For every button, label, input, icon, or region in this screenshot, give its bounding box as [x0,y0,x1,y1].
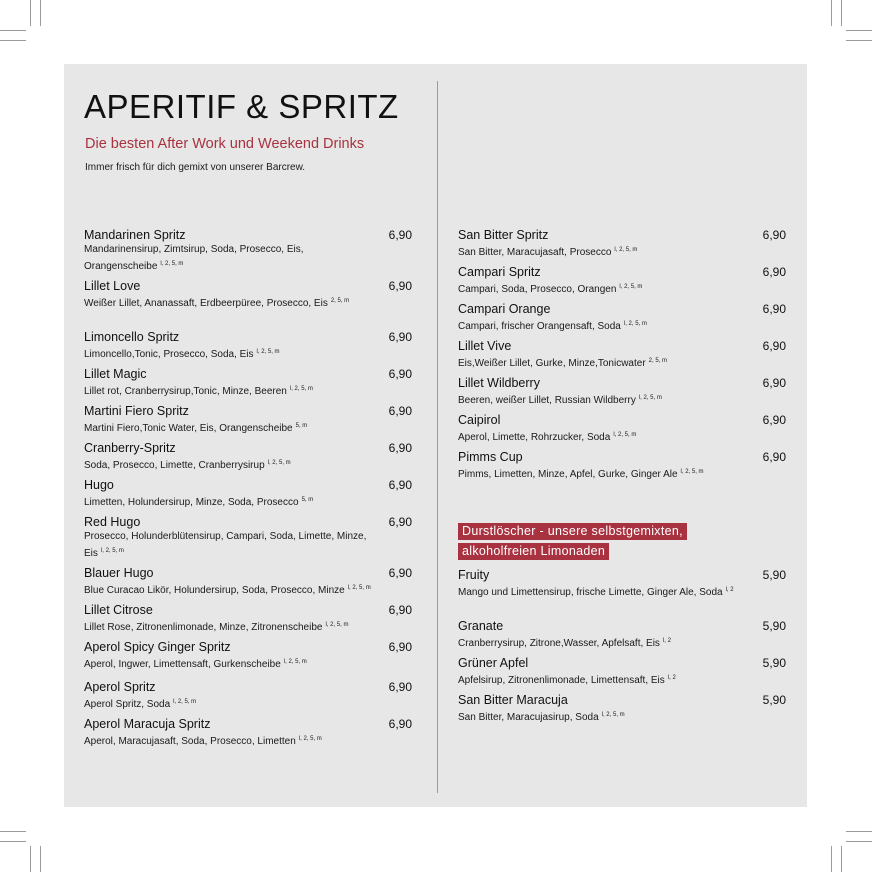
drink-description [458,634,748,651]
drink-name: Cranberry-Spritz [84,441,176,455]
ingredients: Mango und Limettensirup, frische Limette, Ginger Ale, Soda [458,587,723,598]
crop-mark [831,846,832,872]
drink-description [458,243,748,260]
drink-description [84,294,374,311]
ingredients: Aperol Spritz, Soda [84,699,171,710]
ingredients: Limetten, Holundersirup, Minze, Soda, Prosecco [84,497,299,508]
ingredients: Campari, Soda, Prosecco, Orangen [458,284,617,295]
ingredients: Prosecco, Holunderblütensirup, Campari, Soda, Limette, Minze, Eis [84,531,367,559]
drink-description [458,583,748,600]
menu-item [458,568,786,600]
drink-description [84,243,374,274]
drink-description [84,530,374,561]
drink-price: 6,90 [388,515,412,529]
menu-item [84,330,412,362]
ingredients: Soda, Prosecco, Limette, Cranberrysirup [84,460,265,471]
drink-name: Mandarinen Spritz [84,228,186,242]
drink-name: Pimms Cup [458,450,523,464]
drink-price: 5,90 [762,693,786,707]
allergen-codes: l, 2 [662,638,671,644]
drink-price: 6,90 [762,376,786,390]
banner-line: Durstlöscher - unsere selbstgemixten, [458,523,687,540]
ingredients: Limoncello,Tonic, Prosecco, Soda, Eis [84,349,254,360]
menu-item [84,228,412,274]
drink-name: Aperol Spicy Ginger Spritz [84,640,231,654]
ingredients: Blue Curacao Likör, Holundersirup, Soda, Prosecco, Minze [84,585,345,596]
allergen-codes: l, 2, 5, m [100,548,124,554]
drink-name: Caipirol [458,413,501,427]
drink-name: Lillet Vive [458,339,512,353]
drink-description [458,317,748,334]
menu-item [84,603,412,635]
crop-mark [831,0,832,26]
drink-price: 6,90 [762,228,786,242]
menu-item [84,717,412,749]
drink-price: 6,90 [762,265,786,279]
allergen-codes: 2, 5, m [330,298,350,304]
menu-item [458,656,786,688]
allergen-codes: l, 2, 5, m [601,712,625,718]
menu-item [84,367,412,399]
ingredients: Beeren, weißer Lillet, Russian Wildberry [458,395,636,406]
crop-mark [0,841,26,842]
allergen-codes: l, 2, 5, m [283,659,307,665]
drink-description [458,354,748,371]
ingredients: Pimms, Limetten, Minze, Apfel, Gurke, Ginger Ale [458,469,678,480]
crop-mark [846,841,872,842]
ingredients: Aperol, Limette, Rohrzucker, Soda [458,432,611,443]
drink-description [84,419,374,436]
allergen-codes: l, 2, 5, m [256,349,280,355]
drink-description [84,382,374,399]
allergen-codes: l, 2, 5, m [267,460,291,466]
lemonade-section-banner [458,522,687,562]
drink-price: 6,90 [388,441,412,455]
drink-price: 6,90 [388,566,412,580]
drink-price: 5,90 [762,619,786,633]
drink-price: 6,90 [388,680,412,694]
menu-item [458,413,786,445]
crop-mark [846,30,872,31]
drink-description [458,391,748,408]
menu-item [458,265,786,297]
drink-name: Aperol Maracuja Spritz [84,717,211,731]
ingredients: Lillet Rose, Zitronenlimonade, Minze, Zitronenscheibe [84,622,323,633]
allergen-codes: l, 2, 5, m [680,469,704,475]
drink-name: San Bitter Spritz [458,228,549,242]
crop-mark [0,30,26,31]
allergen-codes: l, 2, 5, m [160,261,184,267]
banner-line: alkoholfreien Limonaden [458,543,609,560]
drink-name: Campari Orange [458,302,551,316]
ingredients: Cranberrysirup, Zitrone,Wasser, Apfelsaft, Eis [458,638,660,649]
drink-name: Lillet Magic [84,367,147,381]
allergen-codes: 2, 5, m [648,358,667,364]
allergen-codes: l, 2, 5, m [298,736,322,742]
drink-description [458,465,748,482]
drink-description [458,280,748,297]
drink-name: Red Hugo [84,515,141,529]
ingredients: Weißer Lillet, Ananassaft, Erdbeerpüree, Prosecco, Eis [84,298,328,309]
page-intro: Immer frisch für dich gemixt von unserer Barcrew. [85,162,306,173]
crop-mark [846,831,872,832]
ingredients: Eis,Weißer Lillet, Gurke, Minze,Tonicwater [458,358,646,369]
drink-price: 6,90 [388,367,412,381]
drink-price: 6,90 [388,717,412,731]
crop-mark [841,0,842,26]
allergen-codes: l, 2, 5, m [614,247,638,253]
allergen-codes: l, 2, 5, m [173,699,197,705]
menu-item [458,619,786,651]
drink-description [84,493,374,510]
drink-name: Aperol Spritz [84,680,156,694]
drink-description [84,581,374,598]
drink-name: Martini Fiero Spritz [84,404,189,418]
crop-mark [846,40,872,41]
allergen-codes: 5, m [301,497,314,503]
crop-mark [30,846,31,872]
ingredients: Apfelsirup, Zitronenlimonade, Limettensaft, Eis [458,675,665,686]
allergen-codes: l, 2 [725,587,734,593]
ingredients: Aperol, Maracujasaft, Soda, Prosecco, Limetten [84,736,296,747]
drink-description [458,671,748,688]
menu-item [84,515,412,561]
menu-item [458,693,786,725]
drink-name: Fruity [458,568,490,582]
drink-price: 6,90 [762,302,786,316]
menu-item [84,478,412,510]
drink-price: 6,90 [762,339,786,353]
ingredients: Campari, frischer Orangensaft, Soda [458,321,621,332]
allergen-codes: l, 2 [667,675,676,681]
menu-item [458,450,786,482]
menu-item [458,302,786,334]
allergen-codes: l, 2, 5, m [623,321,647,327]
drink-description [84,618,374,635]
drink-price: 6,90 [388,603,412,617]
drink-price: 6,90 [388,279,412,293]
drink-name: Lillet Love [84,279,141,293]
ingredients: Mandarinensirup, Zimtsirup, Soda, Prosecco, Eis, Orangenscheibe [84,244,304,272]
menu-item [458,228,786,260]
drink-name: Limoncello Spritz [84,330,180,344]
allergen-codes: 5, m [295,423,308,429]
crop-mark [0,831,26,832]
menu-item [458,376,786,408]
drink-name: Hugo [84,478,114,492]
drink-description [458,708,748,725]
crop-mark [40,0,41,26]
crop-mark [0,40,26,41]
drink-name: Lillet Wildberry [458,376,540,390]
allergen-codes: l, 2, 5, m [289,386,313,392]
crop-mark [40,846,41,872]
ingredients: Lillet rot, Cranberrysirup,Tonic, Minze, Beeren [84,386,287,397]
drink-price: 5,90 [762,568,786,582]
menu-item [458,339,786,371]
ingredients: Aperol, Ingwer, Limettensaft, Gurkenscheibe [84,659,281,670]
ingredients: Martini Fiero,Tonic Water, Eis, Orangenscheibe [84,423,293,434]
drink-name: San Bitter Maracuja [458,693,568,707]
drink-description [84,345,374,362]
drink-name: Lillet Citrose [84,603,153,617]
menu-item [84,566,412,598]
drink-description [84,732,374,749]
allergen-codes: l, 2, 5, m [613,432,637,438]
drink-price: 6,90 [762,450,786,464]
menu-item [84,404,412,436]
drink-price: 6,90 [388,404,412,418]
ingredients: San Bitter, Maracujasaft, Prosecco [458,247,612,258]
drink-name: Campari Spritz [458,265,541,279]
menu-page [64,64,807,807]
drink-description [84,456,374,473]
crop-mark [841,846,842,872]
drink-price: 6,90 [388,640,412,654]
drink-price: 6,90 [388,478,412,492]
menu-item [84,441,412,473]
menu-item [84,680,412,712]
menu-item [84,640,412,672]
drink-description [84,655,374,672]
drink-price: 5,90 [762,656,786,670]
drink-name: Blauer Hugo [84,566,154,580]
allergen-codes: l, 2, 5, m [325,622,349,628]
drink-price: 6,90 [388,228,412,242]
allergen-codes: l, 2, 5, m [347,585,371,591]
drink-name: Grüner Apfel [458,656,529,670]
column-divider [437,81,438,793]
drink-name: Granate [458,619,504,633]
page-subtitle: Die besten After Work und Weekend Drinks [85,136,365,152]
drink-price: 6,90 [388,330,412,344]
drink-description [84,695,374,712]
page-title: APERITIF & SPRITZ [84,88,399,125]
allergen-codes: l, 2, 5, m [638,395,662,401]
allergen-codes: l, 2, 5, m [619,284,643,290]
drink-price: 6,90 [762,413,786,427]
crop-mark [30,0,31,26]
ingredients: San Bitter, Maracujasirup, Soda [458,712,599,723]
drink-description [458,428,748,445]
menu-item [84,279,412,311]
